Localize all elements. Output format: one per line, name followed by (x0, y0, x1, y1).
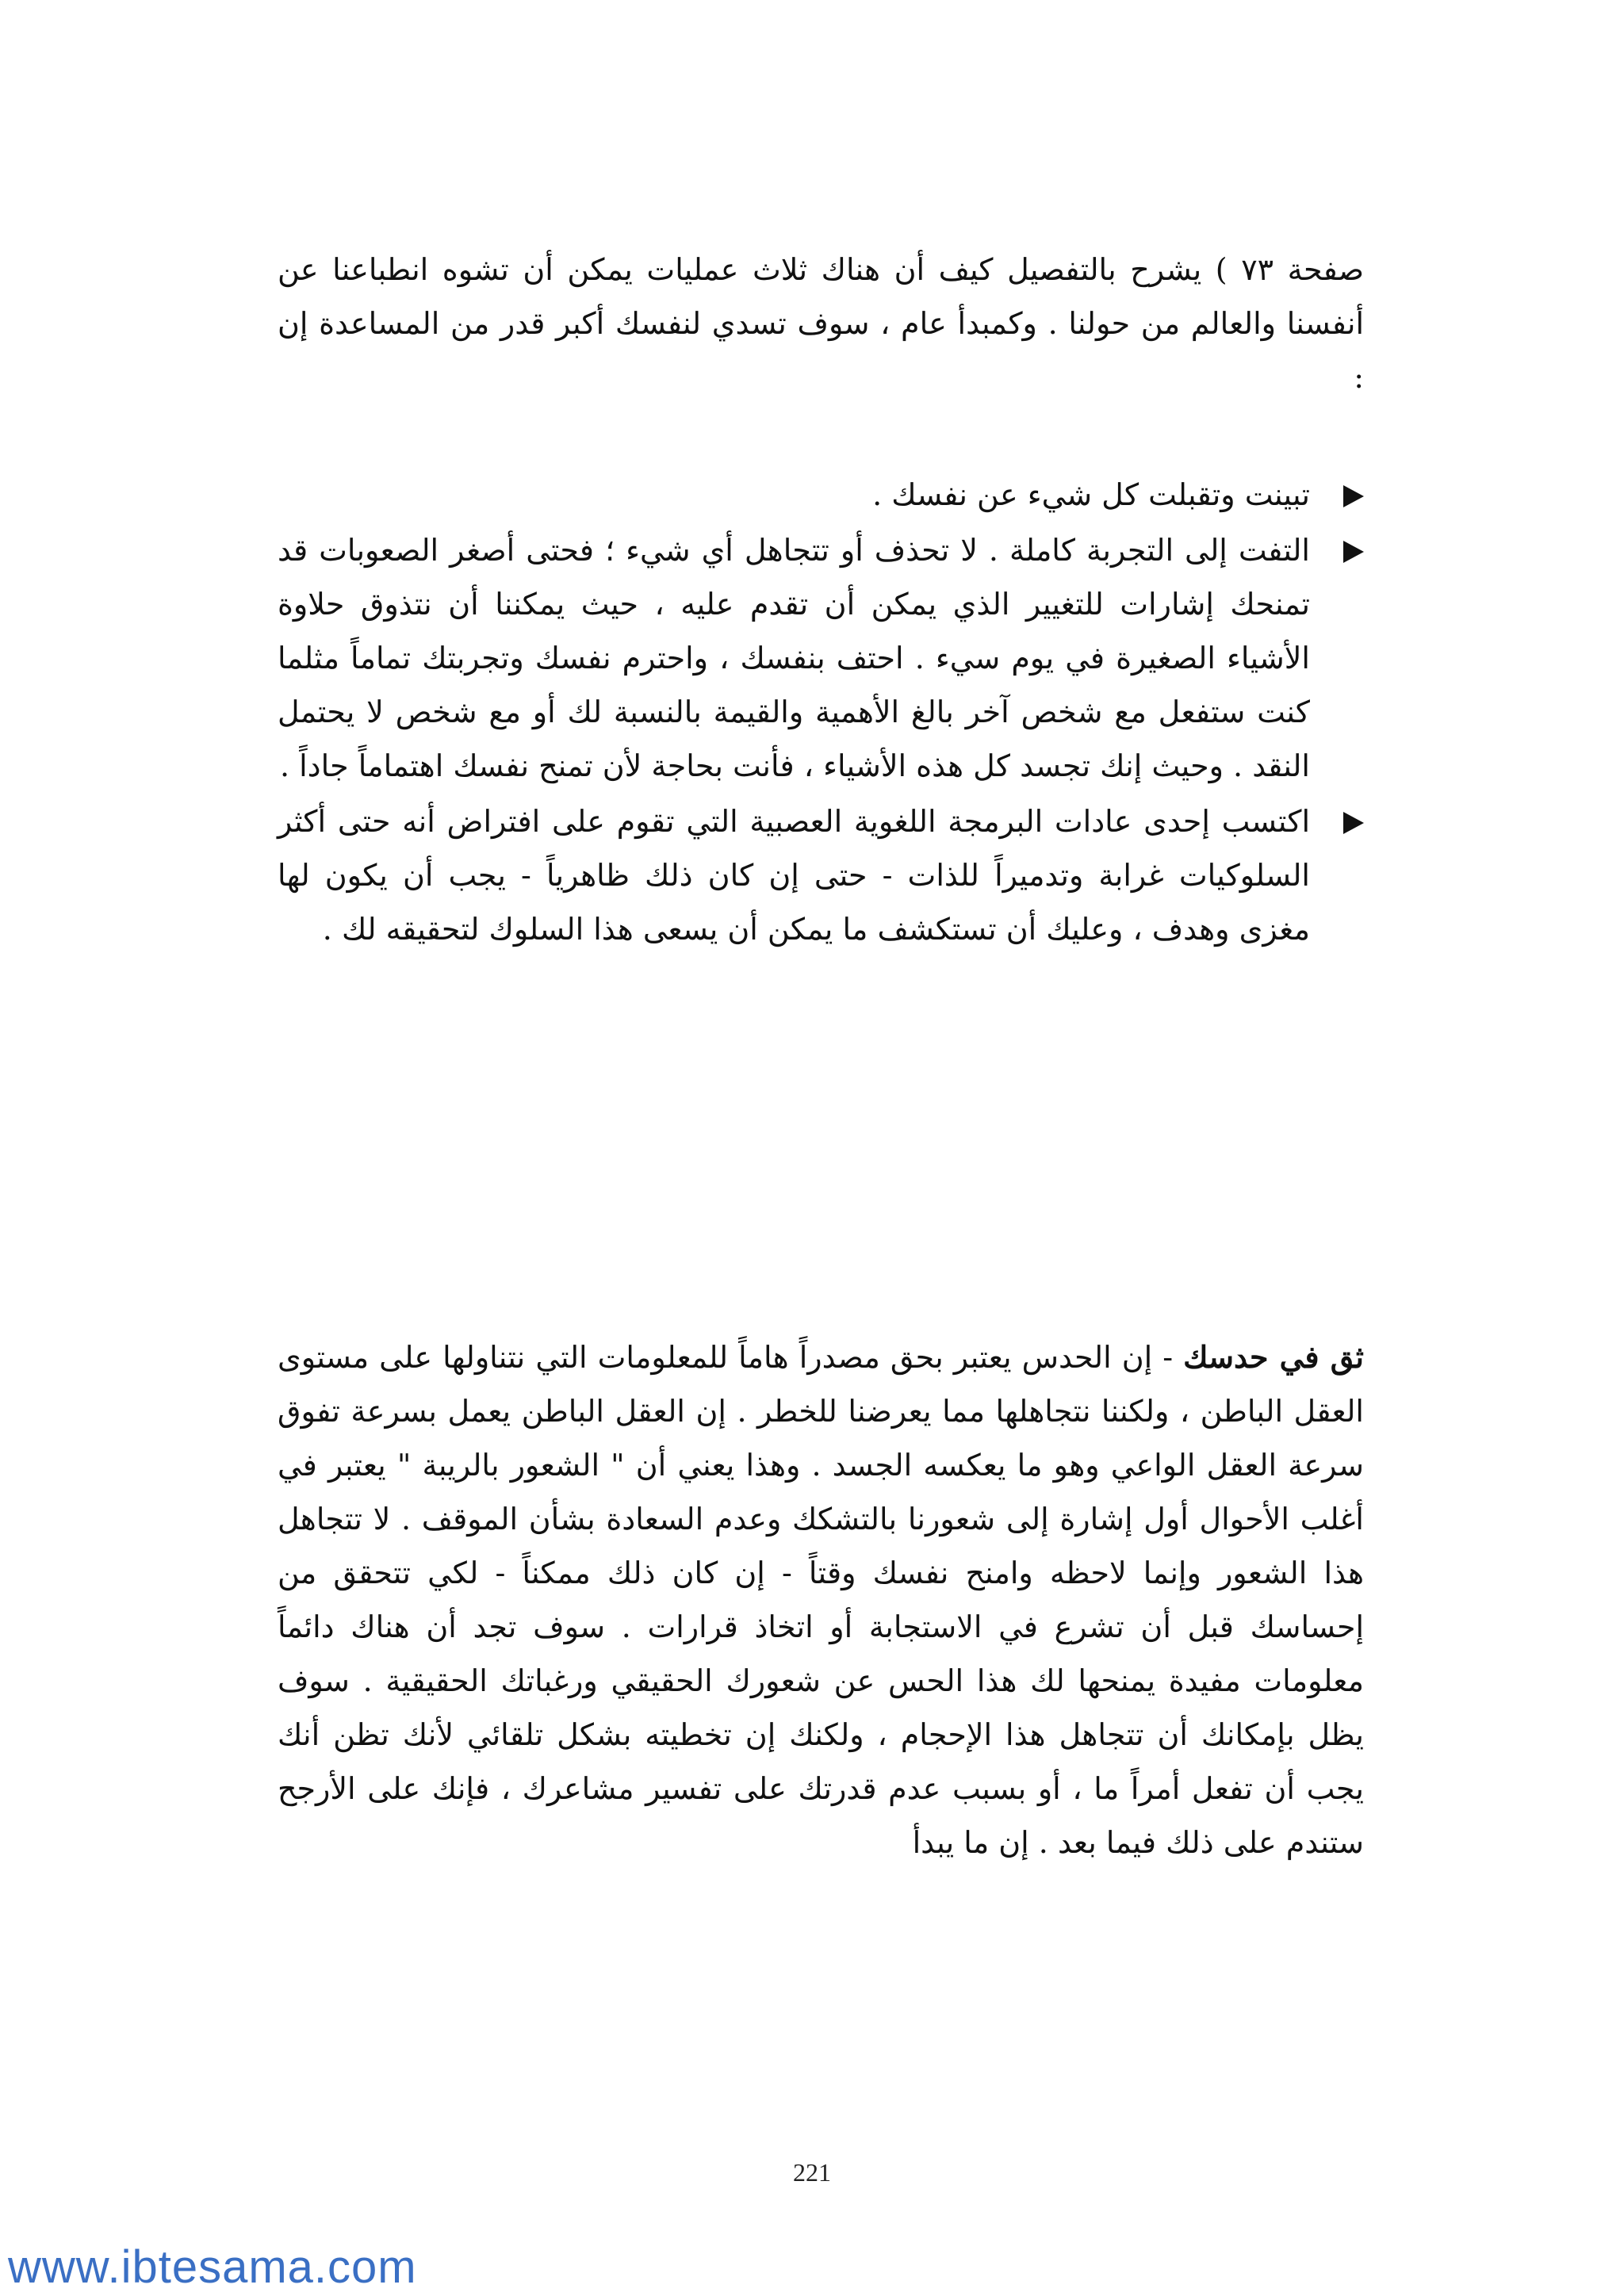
bullet-list (278, 468, 1364, 958)
list-item (278, 523, 1364, 793)
list-item (278, 794, 1364, 956)
paragraph-body: - إن الحدس يعتبر بحق مصدراً هاماً للمعلومات التي نتناولها على مستوى العقل الباطن ، ولكننا نتجاهلها مما يعرضنا للخطر . إن العقل الباطن يعمل بسرعة تفوق سرعة العقل الواعي وهو ما يعكسه الجسد . وهذا يعني أن " الشعور بالريبة " يعتبر في أغلب الأحوال أول إشارة إلى شعورنا بالتشكك وعدم السعادة بشأن الموقف . لا تتجاهل هذا الشعور وإنما لاحظه وامنح نفسك وقتاً - إن كان ذلك ممكناً - لكي تتحقق من إحساسك قبل أن تشرع في الاستجابة أو اتخاذ قرارات . سوف تجد أن هناك دائماً معلومات مفيدة يمنحها لك هذا الحس عن شعورك الحقيقي ورغباتك الحقيقية . سوف يظل بإمكانك أن تتجاهل هذا الإحجام ، ولكنك إن تخطيته بشكل تلقائي لأنك تظن أنك يجب أن تفعل أمراً ما ، أو بسبب عدم قدرتك على تفسير مشاعرك ، فإنك على الأرجح ستندم على ذلك فيما بعد . إن ما يبدأ (278, 1340, 1364, 1860)
page-number: 221 (793, 2158, 831, 2187)
list-item-text: اكتسب إحدى عادات البرمجة اللغوية العصبية التي تقوم على افتراض أنه حتى أكثر السلوكيات غرابة وتدميراً للذات - حتى إن كان ذلك ظاهرياً - يجب أن يكون لها مغزى وهدف ، وعليك أن تستكشف ما يمكن أن يسعى هذا السلوك لتحقيقه لك . (278, 804, 1310, 947)
paragraph-lead-term: ثق في حدسك (1183, 1339, 1364, 1375)
list-item (278, 468, 1364, 522)
triangle-bullet-icon (1343, 812, 1364, 834)
triangle-bullet-icon (1343, 485, 1364, 507)
triangle-bullet-icon (1343, 541, 1364, 563)
list-item-text: التفت إلى التجربة كاملة . لا تحذف أو تتجاهل أي شيء ؛ فحتى أصغر الصعوبات قد تمنحك إشارات للتغيير الذي يمكن أن تقدم عليه ، حيث يمكننا أن نتذوق حلاوة الأشياء الصغيرة في يوم سيء . احتف بنفسك ، واحترم نفسك وتجربتك تماماً مثلما كنت ستفعل مع شخص آخر بالغ الأهمية والقيمة بالنسبة لك أو مع شخص لا يحتمل النقد . وحيث إنك تجسد كل هذه الأشياء ، فأنت بحاجة لأن تمنح نفسك اهتماماً جاداً . (278, 533, 1310, 783)
watermark-url: www.ibtesama.com (8, 2241, 417, 2293)
list-item-text: تبينت وتقبلت كل شيء عن نفسك . (872, 477, 1310, 512)
intro-paragraph: صفحة ٧٣ ) يشرح بالتفصيل كيف أن هناك ثلاث عمليات يمكن أن تشوه انطباعنا عن أنفسنا والعالم من حولنا . وكمبدأ عام ، سوف تسدي لنفسك أكبر قدر من المساعدة إن : (278, 252, 1364, 395)
closing-paragraph (278, 1330, 1364, 1869)
